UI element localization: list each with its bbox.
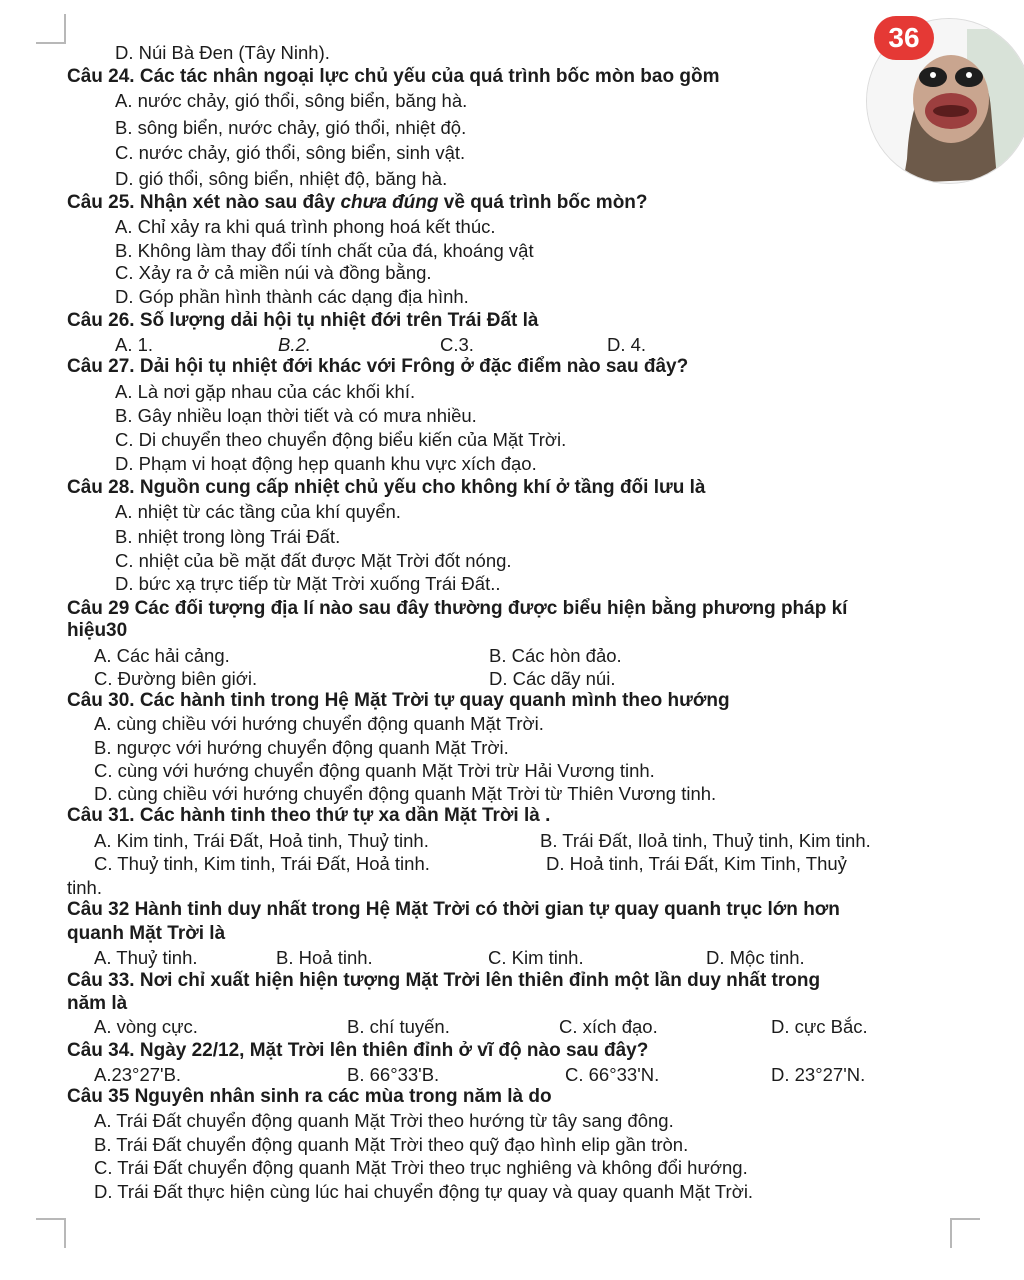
- page-number-badge: 36: [874, 16, 934, 60]
- question-32-continued: quanh Mặt Trời là: [67, 923, 226, 944]
- answer-option: A. Trái Đất chuyển động quanh Mặt Trời theo hướng từ tây sang đông.: [94, 1110, 674, 1131]
- answer-option: D. Trái Đất thực hiện cùng lúc hai chuyển động tự quay và quay quanh Mặt Trời.: [94, 1181, 754, 1202]
- answer-option: C. 66°33'N.: [565, 1064, 660, 1085]
- answer-option: D. bức xạ trực tiếp từ Mặt Trời xuống Trái Đất..: [115, 573, 501, 594]
- answer-option: A. nước chảy, gió thổi, sông biển, băng hà.: [115, 90, 468, 111]
- answer-option: C.3.: [440, 334, 474, 355]
- answer-option: C. nước chảy, gió thổi, sông biển, sinh vật.: [115, 142, 466, 163]
- question-25-text-end: về quá trình bốc mòn?: [438, 192, 648, 213]
- answer-option: B. Gây nhiều loạn thời tiết và có mưa nhiều.: [115, 405, 477, 426]
- answer-option: C. cùng với hướng chuyển động quanh Mặt Trời trừ Hải Vương tinh.: [94, 760, 655, 781]
- answer-option: C. Xảy ra ở cả miền núi và đồng bằng.: [115, 262, 432, 283]
- answer-option: B. nhiệt trong lòng Trái Đất.: [115, 526, 341, 547]
- question-28: Câu 28. Nguồn cung cấp nhiệt chủ yếu cho không khí ở tầng đối lưu là: [67, 477, 706, 498]
- corner-mark-top-left: [36, 14, 66, 44]
- answer-option: A. Kim tinh, Trái Đất, Hoả tinh, Thuỷ tinh.: [94, 830, 429, 851]
- answer-option-continued: tinh.: [67, 877, 102, 898]
- answer-option: B. 66°33'B.: [347, 1064, 440, 1085]
- answer-option: D. Hoả tinh, Trái Đất, Kim Tinh, Thuỷ: [546, 853, 847, 874]
- answer-option: C. xích đạo.: [559, 1016, 658, 1037]
- answer-option: B. Hoả tinh.: [276, 947, 373, 968]
- answer-option: A.23°27'B.: [94, 1064, 182, 1085]
- answer-option: C. Trái Đất chuyển động quanh Mặt Trời theo trục nghiêng và không đổi hướng.: [94, 1157, 748, 1178]
- answer-option: C. Kim tinh.: [488, 947, 584, 968]
- answer-option: B. Các hòn đảo.: [489, 645, 622, 666]
- question-33: Câu 33. Nơi chỉ xuất hiện hiện tượng Mặt Trời lên thiên đỉnh một lần duy nhất trong: [67, 970, 821, 991]
- answer-option: D. Các dãy núi.: [489, 668, 616, 689]
- answer-option: C. Di chuyển theo chuyển động biểu kiến của Mặt Trời.: [115, 429, 567, 450]
- answer-option: B. chí tuyến.: [347, 1016, 450, 1037]
- answer-option: B. sông biển, nước chảy, gió thổi, nhiệt độ.: [115, 117, 467, 138]
- question-35: Câu 35 Nguyên nhân sinh ra các mùa trong năm là do: [67, 1086, 552, 1107]
- answer-option: A. nhiệt từ các tầng của khí quyển.: [115, 501, 401, 522]
- question-25-emphasis: chưa đúng: [340, 192, 439, 213]
- answer-option: A. Thuỷ tinh.: [94, 947, 198, 968]
- answer-option: D. Góp phần hình thành các dạng địa hình.: [115, 286, 469, 307]
- answer-option: D. cực Bắc.: [771, 1016, 868, 1037]
- question-29: Câu 29 Các đối tượng địa lí nào sau đây thường được biểu hiện bằng phương pháp kí: [67, 598, 848, 619]
- corner-mark-bottom-left: [36, 1218, 66, 1248]
- answer-option: D. Mộc tinh.: [706, 947, 805, 968]
- question-32: Câu 32 Hành tinh duy nhất trong Hệ Mặt Trời có thời gian tự quay quanh trục lớn hơn: [67, 899, 840, 920]
- answer-option: B. Trái Đất, Iloả tinh, Thuỷ tinh, Kim tinh.: [540, 830, 871, 851]
- answer-option: C. nhiệt của bề mặt đất được Mặt Trời đốt nóng.: [115, 550, 512, 571]
- answer-option: C. Thuỷ tinh, Kim tinh, Trái Đất, Hoả tinh.: [94, 853, 430, 874]
- question-25: [67, 192, 648, 214]
- answer-option: D. gió thổi, sông biển, nhiệt độ, băng hà.: [115, 168, 448, 189]
- answer-option: C. Đường biên giới.: [94, 668, 258, 689]
- answer-option: A. Chỉ xảy ra khi quá trình phong hoá kết thúc.: [115, 216, 496, 237]
- text-line: D. Núi Bà Đen (Tây Ninh).: [115, 42, 330, 63]
- answer-option: B.2.: [278, 334, 311, 355]
- question-29-continued: hiệu30: [67, 620, 128, 641]
- answer-option: A. 1.: [115, 334, 154, 355]
- answer-option: D. 4.: [607, 334, 647, 355]
- answer-option: A. vòng cực.: [94, 1016, 198, 1037]
- question-26: Câu 26. Số lượng dải hội tụ nhiệt đới trên Trái Đất là: [67, 310, 539, 331]
- answer-option: D. cùng chiều với hướng chuyển động quanh Mặt Trời từ Thiên Vương tinh.: [94, 783, 717, 804]
- answer-option: B. Không làm thay đổi tính chất của đá, khoáng vật: [115, 240, 534, 261]
- answer-option: D. 23°27'N.: [771, 1064, 866, 1085]
- answer-option: A. cùng chiều với hướng chuyển động quanh Mặt Trời.: [94, 713, 544, 734]
- answer-option: B. ngược với hướng chuyển động quanh Mặt Trời.: [94, 737, 509, 758]
- question-31: Câu 31. Các hành tinh theo thứ tự xa dần Mặt Trời là .: [67, 805, 551, 826]
- answer-option: D. Phạm vi hoạt động hẹp quanh khu vực xích đạo.: [115, 453, 537, 474]
- question-24: Câu 24. Các tác nhân ngoại lực chủ yếu của quá trình bốc mòn bao gồm: [67, 66, 720, 87]
- question-25-text: Câu 25. Nhận xét nào sau đây: [67, 192, 341, 213]
- answer-option: B. Trái Đất chuyển động quanh Mặt Trời theo quỹ đạo hình elip gần tròn.: [94, 1134, 689, 1155]
- corner-mark-bottom-right: [950, 1218, 980, 1248]
- question-34: Câu 34. Ngày 22/12, Mặt Trời lên thiên đỉnh ở vĩ độ nào sau đây?: [67, 1040, 649, 1061]
- answer-option: A. Là nơi gặp nhau của các khối khí.: [115, 381, 416, 402]
- question-33-continued: năm là: [67, 993, 128, 1014]
- question-27: Câu 27. Dải hội tụ nhiệt đới khác với Frông ở đặc điểm nào sau đây?: [67, 356, 689, 377]
- answer-option: A. Các hải cảng.: [94, 645, 230, 666]
- question-30: Câu 30. Các hành tinh trong Hệ Mặt Trời tự quay quanh mình theo hướng: [67, 690, 730, 711]
